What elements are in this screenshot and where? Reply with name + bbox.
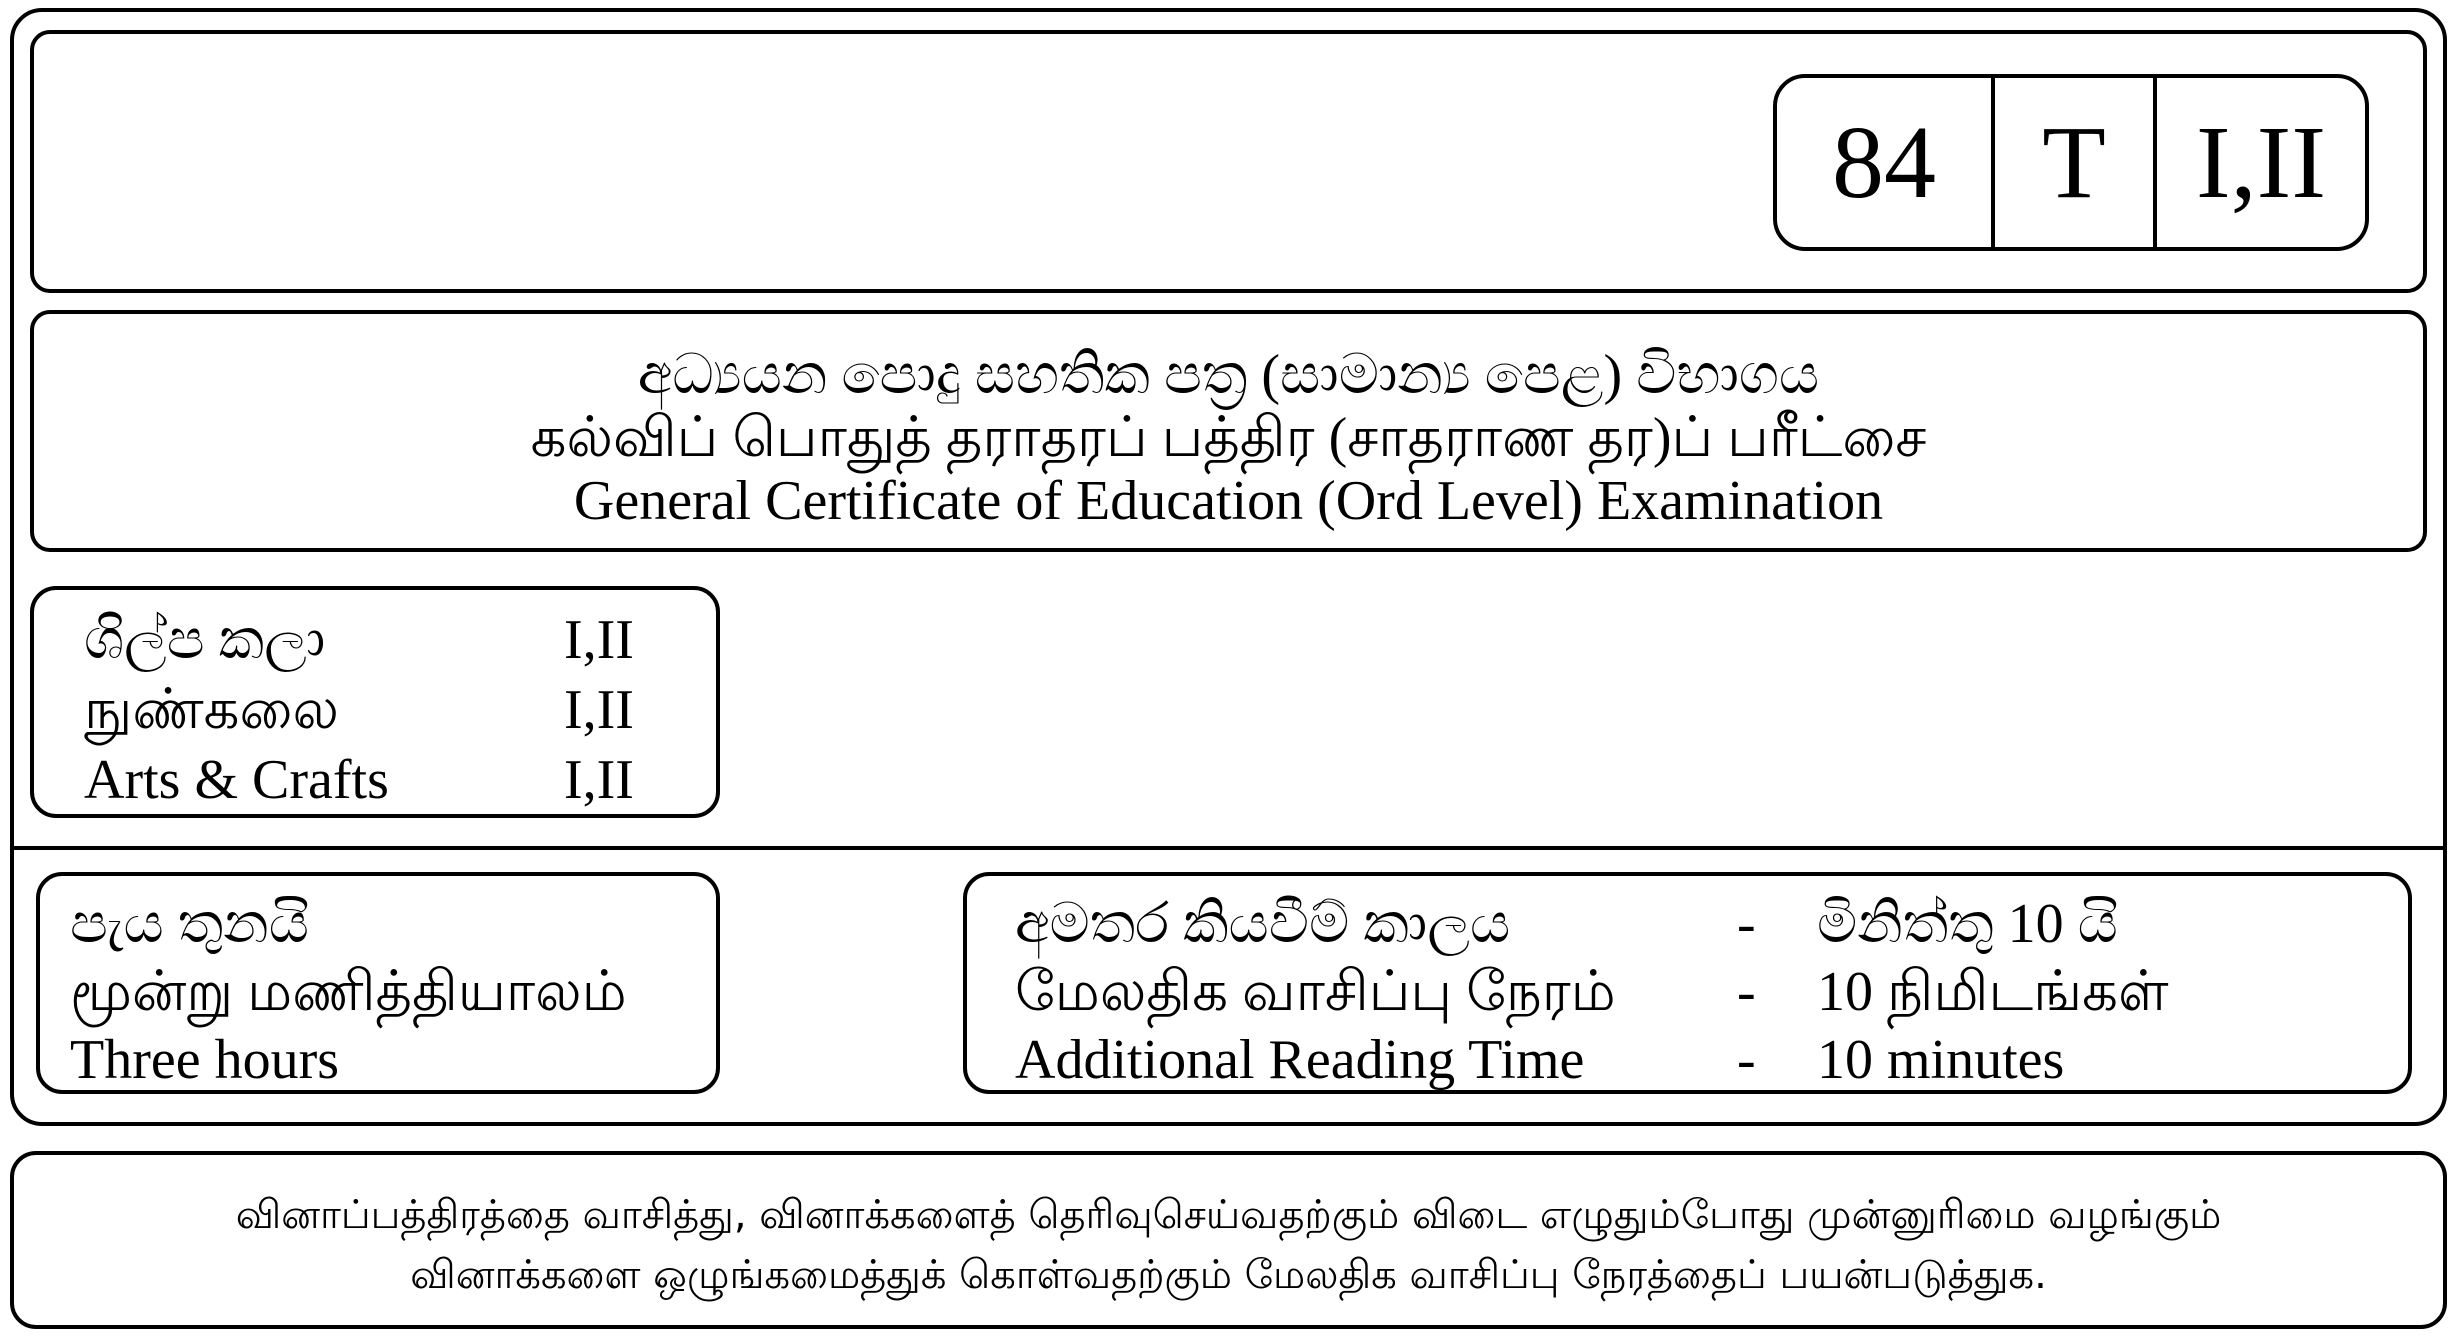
exam-title-english: General Certificate of Education (Ord Level) Examination xyxy=(573,470,1884,532)
reading-time-label-tamil: மேலதிக வாசிப்பு நேரம் xyxy=(1015,961,1616,1023)
section-divider xyxy=(10,846,2447,850)
subject-paper-english: I,II xyxy=(564,749,634,811)
reading-time-value-tamil: 10 நிமிடங்கள் xyxy=(1817,961,2169,1023)
instructions-text xyxy=(14,1185,2443,1305)
reading-time-value-sinhala: මිනිත්තු 10 යි xyxy=(1817,893,2118,955)
reading-time-dash-tamil: - xyxy=(1737,961,1756,1023)
reading-time-label-sinhala: අමතර කියවීම් කාලය xyxy=(1015,893,1511,955)
subject-name-tamil: நுண்கலை xyxy=(84,679,339,741)
paper-code-medium: T xyxy=(1995,78,2157,247)
exam-title xyxy=(34,344,2423,533)
reading-time-dash-english: - xyxy=(1737,1029,1756,1091)
reading-time-dash-sinhala: - xyxy=(1737,893,1756,955)
subject-name-sinhala: ශිල්ප කලා xyxy=(84,609,326,671)
exam-title-tamil: கல்விப் பொதுத் தராதரப் பத்திர (சாதராண தர)ப் பரீட்சை xyxy=(530,407,1927,469)
instructions-line-2: வினாக்களை ஒழுங்கமைத்துக் கொள்வதற்கும் மேலதிக வாசிப்பு நேரத்தைப் பயன்படுத்துக. xyxy=(410,1252,2047,1298)
paper-code-box xyxy=(1773,74,2369,251)
duration-english: Three hours xyxy=(70,1029,340,1091)
paper-code-papers: I,II xyxy=(2196,104,2326,220)
instructions-panel xyxy=(10,1151,2447,1329)
duration-sinhala: පැය තුනයි xyxy=(70,893,310,955)
reading-time-value-english: 10 minutes xyxy=(1817,1029,2065,1091)
subject-paper-sinhala: I,II xyxy=(564,609,634,671)
subject-paper-tamil: I,II xyxy=(564,679,634,741)
subject-panel xyxy=(30,586,720,818)
exam-title-panel xyxy=(30,310,2427,552)
exam-title-sinhala: අධ්‍යයන පොදු සහතික පත්‍ර (සාමාන්‍ය පෙළ) විභාගය xyxy=(637,344,1820,406)
duration-panel xyxy=(36,872,720,1094)
reading-time-panel xyxy=(963,872,2412,1094)
duration-tamil: மூன்று மணித்தியாலம் xyxy=(70,961,627,1023)
instructions-line-1: வினாப்பத்திரத்தை வாசித்து, வினாக்களைத் தெரிவுசெய்வதற்கும் விடை எழுதும்போது முன்னுரிமை வழங்கும் xyxy=(235,1192,2222,1238)
subject-name-english: Arts & Crafts xyxy=(84,749,389,811)
reading-time-label-english: Additional Reading Time xyxy=(1015,1029,1585,1091)
paper-code-number: 84 xyxy=(1777,78,1995,247)
